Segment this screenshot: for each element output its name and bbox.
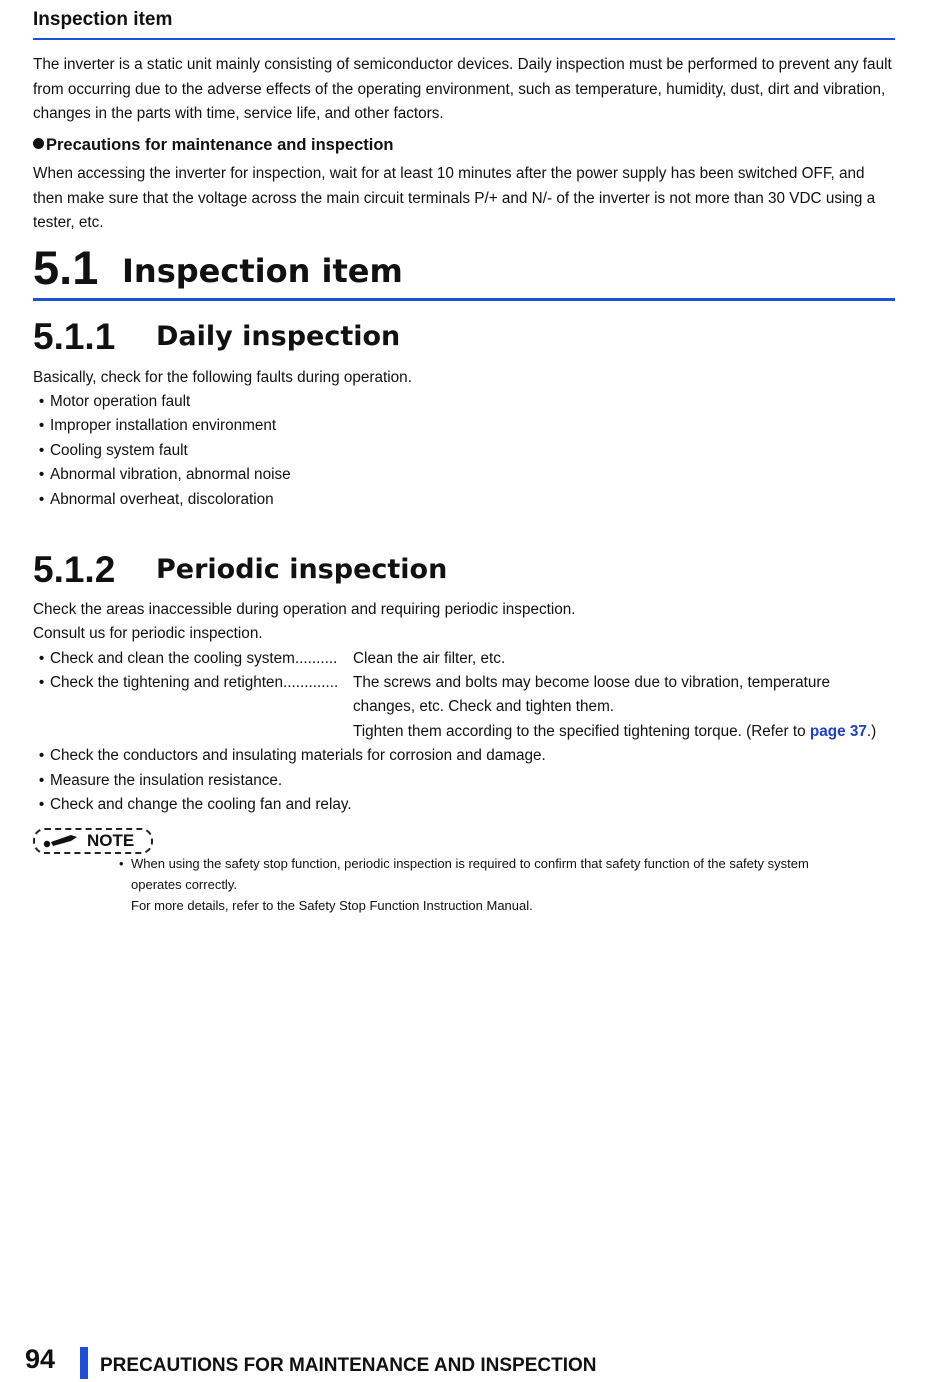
daily-inspection-title: Daily inspection <box>156 321 401 352</box>
note-label: NOTE <box>87 831 135 850</box>
page-37-link[interactable]: page 37 <box>809 723 867 740</box>
note-text: • When using the safety stop function, periodic inspection is required to confirm that safety function of the safety system operates correctly. For more details, refer to the Safety Stop Function Instruction Manual. <box>119 856 809 913</box>
note-badge <box>33 828 153 854</box>
list-item: • Improper installation environment <box>38 417 277 434</box>
daily-inspection-heading <box>33 316 895 358</box>
daily-inspection-number: 5.1.1 <box>33 316 116 357</box>
periodic-lead-2: Consult us for periodic inspection. <box>33 625 263 642</box>
list-item: • Measure the insulation resistance. <box>38 772 283 789</box>
list-item: • Check the conductors and insulating materials for corrosion and damage. <box>38 747 546 764</box>
section-title: Inspection item <box>122 252 403 290</box>
periodic-inspection-number: 5.1.2 <box>33 549 116 590</box>
list-item: • Abnormal vibration, abnormal noise <box>38 466 291 483</box>
pen-icon <box>41 832 81 850</box>
precautions-heading-text: Precautions for maintenance and inspection <box>46 136 394 154</box>
periodic-lead-1: Check the areas inaccessible during operation and requiring periodic inspection. <box>33 601 576 618</box>
footer-accent-bar <box>80 1347 88 1379</box>
footer-chapter-title: PRECAUTIONS FOR MAINTENANCE AND INSPECTION <box>100 1355 597 1376</box>
intro-paragraph: The inverter is a static unit mainly consisting of semiconductor devices. Daily inspection must be performed to prevent any fault from occurring due to the adverse effects of the operating environment, such as temperature, humidity, dust, dirt and vibration, changes in the parts with time, service life, and other factors. <box>33 56 892 122</box>
bullet-dot-icon <box>33 138 44 149</box>
list-item: • Motor operation fault <box>38 393 191 410</box>
periodic-inspection-heading <box>33 549 895 591</box>
daily-inspection-lead: Basically, check for the following faults during operation. <box>33 369 412 386</box>
page-header-title: Inspection item <box>33 9 895 40</box>
periodic-inspection-title: Periodic inspection <box>156 554 448 585</box>
precautions-heading <box>33 136 394 155</box>
section-heading <box>33 240 895 301</box>
list-item: • Abnormal overheat, discoloration <box>38 491 274 508</box>
list-item: • Check and change the cooling fan and relay. <box>38 796 352 813</box>
section-number: 5.1 <box>33 241 99 294</box>
list-item: • Cooling system fault <box>38 442 188 459</box>
page-number: 94 <box>25 1344 56 1374</box>
precautions-paragraph: When accessing the inverter for inspection, wait for at least 10 minutes after the power supply has been switched OFF, and then make sure that the voltage across the main circuit terminals P/+ and N/- of the inverter is not more than 30 VDC using a tester, etc. <box>33 165 876 231</box>
